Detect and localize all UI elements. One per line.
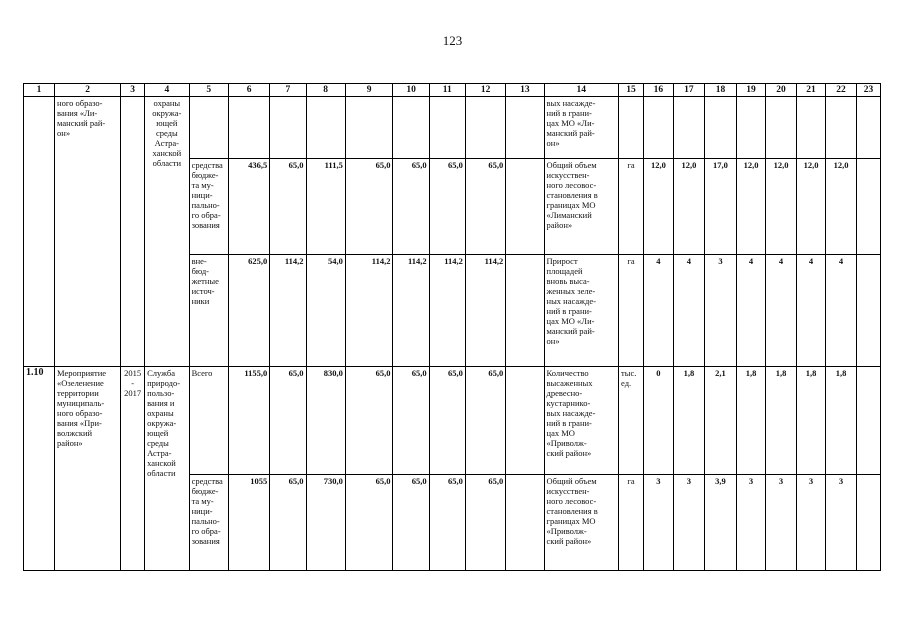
column-number: 19 (737, 84, 766, 97)
period: 2015 - 2017 (121, 367, 145, 571)
row-number (24, 97, 55, 367)
value-cell: 65,0 (465, 475, 505, 571)
col13-cell (506, 367, 544, 475)
column-number: 7 (270, 84, 306, 97)
column-number: 8 (306, 84, 345, 97)
col23-cell (857, 97, 881, 159)
year-value: 12,0 (765, 159, 796, 255)
funding-source: Всего (189, 367, 228, 475)
column-number: 2 (55, 84, 121, 97)
year-value: 3 (826, 475, 857, 571)
value-cell: 65,0 (429, 367, 465, 475)
year-value: 12,0 (737, 159, 766, 255)
col23-cell (857, 255, 881, 367)
value-cell (429, 97, 465, 159)
year-value: 12,0 (643, 159, 673, 255)
executor: охраны окружа- ющей среды Астра- ханской области (145, 97, 190, 367)
column-number: 16 (643, 84, 673, 97)
year-value: 1,8 (737, 367, 766, 475)
unit: га (619, 475, 644, 571)
value-cell: 65,0 (465, 367, 505, 475)
row-number: 1.10 (24, 367, 55, 571)
col23-cell (857, 367, 881, 475)
value-cell: 65,0 (429, 159, 465, 255)
col13-cell (506, 475, 544, 571)
col13-cell (506, 255, 544, 367)
year-value (797, 97, 826, 159)
value-cell (393, 97, 429, 159)
year-value: 4 (737, 255, 766, 367)
value-cell: 65,0 (393, 367, 429, 475)
indicator-name: Общий объем искусствен- ного лесовос- становления в границах МО «Лиманский район» (544, 159, 619, 255)
year-value: 0 (643, 367, 673, 475)
value-cell: 65,0 (270, 367, 306, 475)
year-value: 4 (826, 255, 857, 367)
column-number-row (24, 84, 881, 97)
value-cell: 114,2 (345, 255, 393, 367)
year-value: 3 (673, 475, 704, 571)
column-number: 22 (826, 84, 857, 97)
program-table (23, 83, 881, 571)
column-number: 23 (857, 84, 881, 97)
column-number: 4 (145, 84, 190, 97)
year-value: 12,0 (797, 159, 826, 255)
column-number: 14 (544, 84, 619, 97)
year-value: 3 (765, 475, 796, 571)
funding-source: средства бюдже- та му- ници- пально- го обра- зования (189, 159, 228, 255)
year-value (704, 97, 736, 159)
year-value: 1,8 (826, 367, 857, 475)
column-number: 3 (121, 84, 145, 97)
year-value (826, 97, 857, 159)
value-cell (345, 97, 393, 159)
year-value: 1,8 (765, 367, 796, 475)
value-cell: 114,2 (465, 255, 505, 367)
page-number: 123 (442, 33, 463, 48)
column-number: 13 (506, 84, 544, 97)
year-value: 1,8 (673, 367, 704, 475)
period (121, 97, 145, 367)
value-cell: 65,0 (393, 475, 429, 571)
column-number: 20 (765, 84, 796, 97)
value-cell: 65,0 (345, 475, 393, 571)
activity-name: Мероприятие «Озеленение территории муниципаль- ного образо- вания «При- волжский район» (55, 367, 121, 571)
value-cell: 114,2 (429, 255, 465, 367)
column-number: 12 (465, 84, 505, 97)
year-value: 4 (643, 255, 673, 367)
unit: га (619, 159, 644, 255)
value-cell (465, 97, 505, 159)
column-number: 21 (797, 84, 826, 97)
value-cell: 65,0 (429, 475, 465, 571)
value-cell: 65,0 (345, 367, 393, 475)
col23-cell (857, 475, 881, 571)
funding-source: средства бюдже- та му- ници- пально- го обра- зования (189, 475, 228, 571)
funding-source (189, 97, 228, 159)
year-value: 4 (673, 255, 704, 367)
value-cell: 114,2 (270, 255, 306, 367)
col23-cell (857, 159, 881, 255)
value-cell (228, 97, 269, 159)
unit: га (619, 255, 644, 367)
value-cell: 1155,0 (228, 367, 269, 475)
value-cell: 65,0 (465, 159, 505, 255)
unit (619, 97, 644, 159)
year-value: 17,0 (704, 159, 736, 255)
indicator-name: Общий объем искусствен- ного лесовос- становления в границах МО «Приволж- ский район» (544, 475, 619, 571)
value-cell (270, 97, 306, 159)
col13-cell (506, 97, 544, 159)
indicator-name: Прирост площадей вновь выса- женных зеле- ных насажде- ний в грани- цах МО «Ли- манский рай- он» (544, 255, 619, 367)
year-value: 4 (765, 255, 796, 367)
year-value: 3 (737, 475, 766, 571)
column-number: 5 (189, 84, 228, 97)
year-value (673, 97, 704, 159)
year-value: 3 (643, 475, 673, 571)
column-number: 9 (345, 84, 393, 97)
table-row (24, 367, 881, 475)
value-cell: 65,0 (393, 159, 429, 255)
funding-source: вне- бюд- жетные источ- ники (189, 255, 228, 367)
year-value: 3 (704, 255, 736, 367)
col13-cell (506, 159, 544, 255)
value-cell: 114,2 (393, 255, 429, 367)
value-cell: 436,5 (228, 159, 269, 255)
indicator-name: Количество высаженных древесно- кустарнико- вых насажде- ний в грани- цах МО «Приволж- ский район» (544, 367, 619, 475)
year-value: 12,0 (673, 159, 704, 255)
year-value: 3,9 (704, 475, 736, 571)
year-value: 1,8 (797, 367, 826, 475)
value-cell: 730,0 (306, 475, 345, 571)
column-number: 18 (704, 84, 736, 97)
column-number: 17 (673, 84, 704, 97)
year-value: 12,0 (826, 159, 857, 255)
year-value (765, 97, 796, 159)
column-number: 11 (429, 84, 465, 97)
table-row (24, 97, 881, 159)
column-number: 6 (228, 84, 269, 97)
activity-name: ного образо- вания «Ли- манский рай- он» (55, 97, 121, 367)
year-value: 2,1 (704, 367, 736, 475)
year-value (737, 97, 766, 159)
executor: Служба природо- пользо- вания и охраны окружа- ющей среды Астра- ханской области (145, 367, 190, 571)
value-cell (306, 97, 345, 159)
year-value (643, 97, 673, 159)
value-cell: 1055 (228, 475, 269, 571)
year-value: 4 (797, 255, 826, 367)
column-number: 10 (393, 84, 429, 97)
indicator-name: вых насажде- ний в грани- цах МО «Ли- манский рай- он» (544, 97, 619, 159)
year-value: 3 (797, 475, 826, 571)
column-number: 1 (24, 84, 55, 97)
value-cell: 625,0 (228, 255, 269, 367)
value-cell: 65,0 (270, 159, 306, 255)
value-cell: 111,5 (306, 159, 345, 255)
column-number: 15 (619, 84, 644, 97)
value-cell: 65,0 (345, 159, 393, 255)
value-cell: 830,0 (306, 367, 345, 475)
unit: тыс. ед. (619, 367, 644, 475)
value-cell: 65,0 (270, 475, 306, 571)
value-cell: 54,0 (306, 255, 345, 367)
